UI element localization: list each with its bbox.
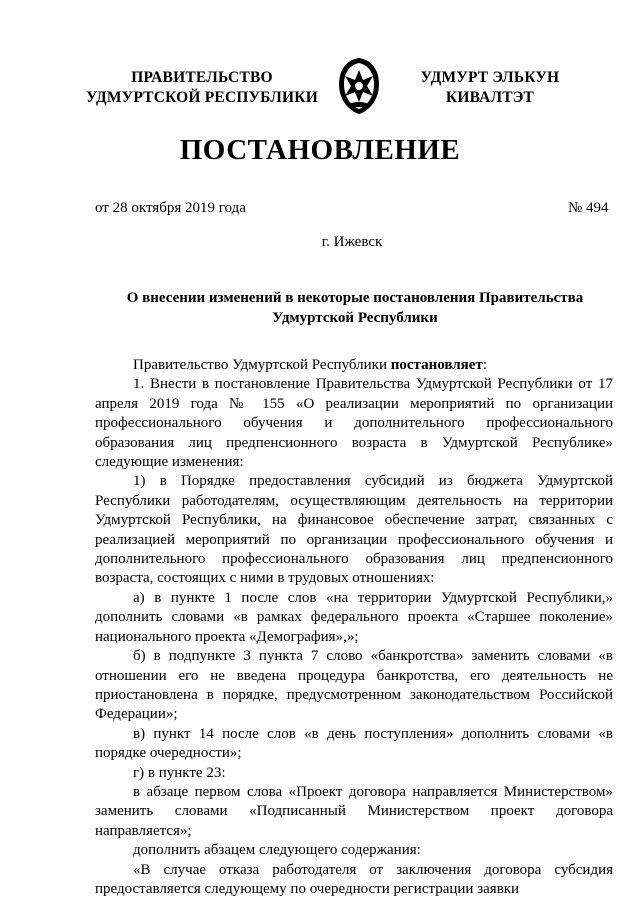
body-paragraph: в абзаце первом слова «Проект договора направляется Министерством» заменить словами «Подписанный Министерством проект договора направляется»; [95,783,613,839]
header-left-line1: ПРАВИТЕЛЬСТВО [131,69,273,86]
document-title: ПОСТАНОВЛЕНИЕ [179,134,461,166]
document-city: г. Ижевск [321,234,383,250]
body-paragraph: дополнить абзацем следующего содержания: [133,842,421,859]
decree-preamble: Правительство Удмуртской Республики [133,357,391,373]
body-paragraph: 1) в Порядке предоставления субсидий из бюджета Удмуртской Республики работодателям, осуществляющим деятельность на территории Удмуртской Республики, на финансовое обеспечение затрат, связанных с реализацией мероприятий по организации профессионального обучения и дополнительного профессионального образования лиц предпенсионного возраста, состоящих с ними в трудовых отношениях: [95,473,613,587]
document-number: № 494 [568,200,609,216]
header-government-udm [420,68,560,108]
subject-line2: Удмуртской Республики [272,310,438,326]
decree-keyword: постановляет [390,357,483,373]
body-paragraph: 1. Внести в постановление Правительства Удмуртской Республики от 17 апреля 2019 года № 155 «О реализации мероприятий по организации профессионального обучения и дополнительного профессионального образования лиц предпенсионного возраста в Удмуртской Республике» следующие изменения: [95,376,613,471]
document-body [95,356,613,899]
header-right-line1: УДМУРТ ЭЛЬКУН [420,69,560,86]
header-government-ru [82,68,322,108]
body-paragraph: г) в пункте 23: [133,764,226,781]
udmurtia-coat-of-arms-icon [335,56,383,116]
body-paragraph: в) пункт 14 после слов «в день поступления» дополнить словами «в порядке очередности»; [95,725,613,762]
body-paragraph: б) в подпункте 3 пункта 7 слово «банкротства» заменить словами «в отношении его не введена процедура банкротства, его деятельность не приостановлена в порядке, предусмотренном законодательством Российской Федерации»; [95,648,613,723]
subject-line1: О внесении изменений в некоторые постановления Правительства [126,290,584,306]
document-date: от 28 октября 2019 года [95,200,246,216]
document-subject [95,288,615,328]
body-paragraph [95,356,613,375]
body-paragraph: «В случае отказа работодателя от заключения договора субсидия предоставляется следующему по очередности регистрации заявки [95,861,613,897]
header-right-line2: КИВАЛТЭТ [445,89,535,106]
header-left-line2: УДМУРТСКОЙ РЕСПУБЛИКИ [86,89,318,106]
decree-preamble-end: : [482,357,487,373]
body-paragraph: а) в пункте 1 после слов «на территории Удмуртской Республики,» дополнить словами «в рамках федерального проекта «Старшее поколение» национального проекта «Демография»,»; [95,589,613,645]
